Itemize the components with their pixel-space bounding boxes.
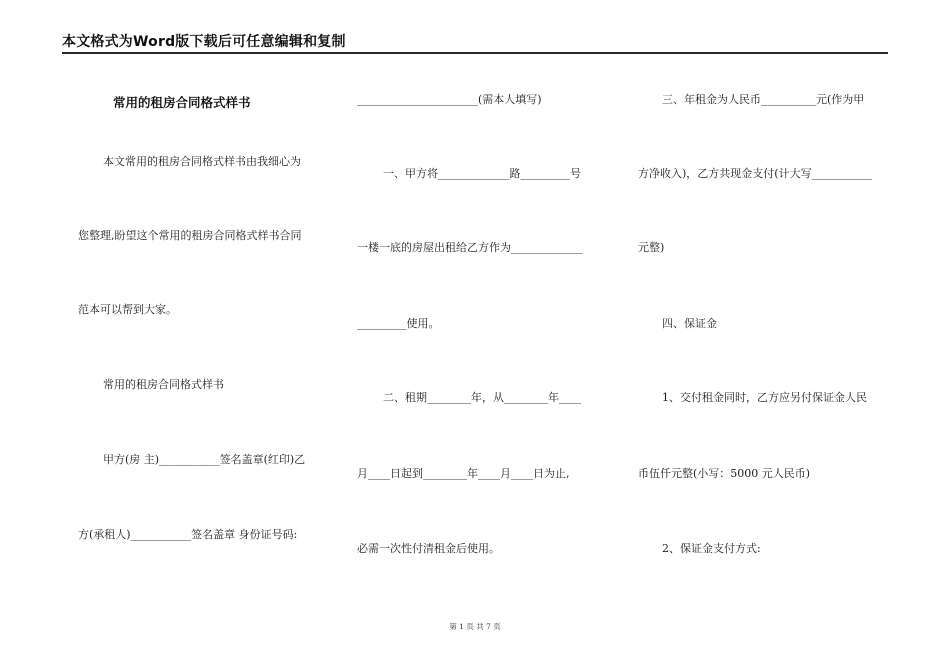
col3-line: 方净收入)，乙方共现金支付(计大写___________ bbox=[638, 167, 873, 180]
page-number: 第 1 页 共 7 页 bbox=[449, 622, 501, 631]
col3-line: 币伍仟元整(小写：5000 元人民币) bbox=[638, 467, 811, 480]
col1-line: 您整理,盼望这个常用的租房合同格式样书合同 bbox=[78, 229, 302, 242]
col1-line: 常用的租房合同格式样书 bbox=[103, 378, 224, 391]
col2-line: _________使用。 bbox=[357, 317, 440, 330]
col3-line: 2、保证金支付方式: bbox=[662, 542, 761, 555]
col2-line: 二、租期________年，从________年____ bbox=[383, 391, 581, 404]
header-rule bbox=[62, 52, 888, 54]
col2-line: 必需一次性付清租金后使用。 bbox=[357, 542, 500, 555]
col2-line: 一楼一底的房屋出租给乙方作为_____________ bbox=[357, 241, 583, 254]
col3-line: 四、保证金 bbox=[662, 317, 717, 330]
col3-line: 元整) bbox=[638, 241, 665, 254]
col3-line: 1、交付租金同时，乙方应另付保证金人民 bbox=[662, 391, 867, 404]
col1-line: 方(承租人)___________签名盖章 身份证号码: bbox=[78, 528, 298, 541]
col1-line: 甲方(房 主)___________签名盖章(红印)乙 bbox=[103, 453, 306, 466]
col2-line: 月____日起到________年____月____日为止, bbox=[357, 467, 570, 480]
col2-line: ______________________(需本人填写) bbox=[357, 93, 542, 106]
col1-line: 本文常用的租房合同格式样书由我细心为 bbox=[103, 155, 301, 168]
col3-line: 三、年租金为人民币__________元(作为甲 bbox=[662, 93, 865, 106]
col1-line: 范本可以帮到大家。 bbox=[78, 303, 177, 316]
document-title: 常用的租房合同格式样书 bbox=[113, 95, 251, 110]
col2-line: 一、甲方将_____________路_________号 bbox=[383, 167, 581, 180]
header-banner: 本文格式为Word版下载后可任意编辑和复制 bbox=[62, 34, 346, 50]
